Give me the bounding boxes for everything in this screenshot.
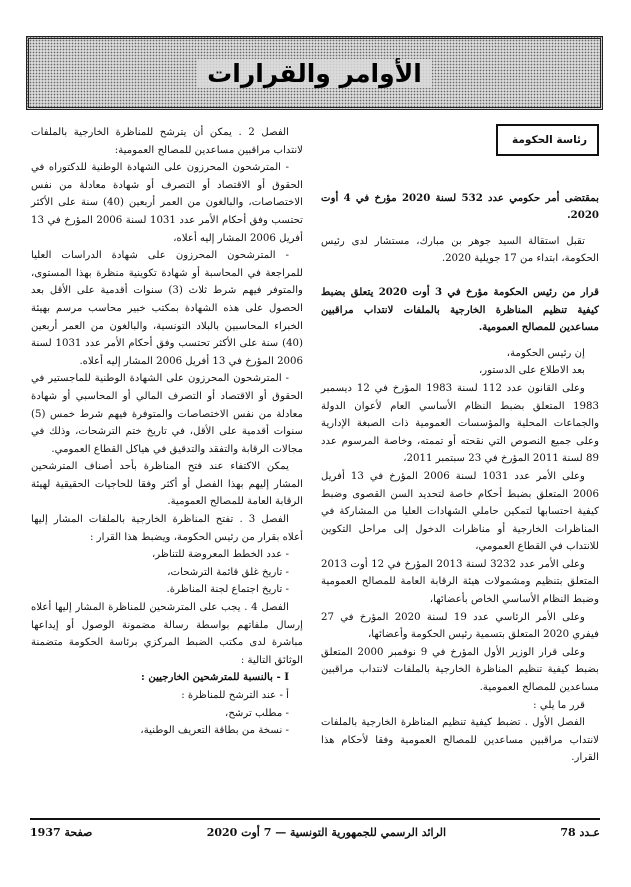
article-2-item: - المترشحون المحرزون على الشهادة الوطنية للدكتوراه في الحقوق أو الاقتصاد أو التصرف أو شهادة معادلة من نفس الاختصاصات، والبالغون من العمر أربعين (40) سنة على الأكثر تحتسب وفق أحكام الأمر عدد 1031 لسنة 2006 المؤرخ في 13 أفريل 2006 المشار إليه أعلاه،	[31, 162, 304, 244]
article-3-item: - عدد الخطط المعروضة للتناظر،	[151, 549, 289, 561]
article-2-note: يمكن الاكتفاء عند فتح المناظرة بأحد أصناف المترشحين المشار إليهم بهذا الفصل أو أكثر وفقا للحاجيات الحقيقية لهيئة الرقابة العامة للمصالح العمومية.	[31, 461, 303, 508]
section-banner	[26, 36, 603, 110]
article-2-item: - المترشحون المحرزون على الشهادة الوطنية للماجستير في الحقوق أو الاقتصاد أو التصرف المالي أو المحاسبي أو شهادة معادلة من نفس الاختصاصات والمتوفرة فيهم شرط خمس (5) سنوات أقدمية على الأقل، في تاريخ ختم الترشحات، وذلك في مجالات الرقابة والتفقد والتدقيق في هياكل القطاع العمومي.	[31, 373, 303, 455]
legal-reference: وعلى الأمر عدد 3232 لسنة 2013 المؤرخ في 12 أوت 2013 المتعلق بتنظيم ومشمولات هيئة الرقابة العامة للمصالح العمومية وضبط النظام الأساسي الخاص بأعضائها،	[321, 558, 599, 606]
article-3: الفصل 3 . تفتح المناظرة الخارجية بالملفات المشار إليها أعلاه بقرار من رئيس الحكومة، ويضبط هذا القرار :	[31, 514, 303, 543]
decree-text: تقبل استقالة السيد جوهر بن مبارك، مستشار لدى رئيس الحكومة، ابتداء من 17 جويلية 2020.	[321, 235, 599, 265]
section-label: رئاسة الحكومة	[496, 124, 599, 156]
journal-title: الرائد الرسمي للجمهورية التونسية — 7 أوت 2020	[206, 825, 447, 839]
article-1: الفصل الأول . تضبط كيفية تنظيم المناظرة الخارجية بالملفات لانتداب مراقبين مساعدين للمصالح العمومية وفقا لأحكام هذا القرار.	[321, 717, 599, 764]
decree-heading: بمقتضى أمر حكومي عدد 532 لسنة 2020 مؤرخ في 4 أوت 2020.	[321, 191, 599, 222]
article-2-item: - المترشحون المحرزون على شهادة الدراسات العليا للمراجعة في المحاسبة أو شهادة تكوينية منظرة بهذا المستوى، والمتوفر فيهم شرط ثلاث (3) سنوات أقدمية على الأقل بعد الحصول على هذه الشهادة بمكتب خبير محاسب مرسم بهيئة الخبراء المحاسبين بالبلاد التونسية، والبالغون من العمر أربعين (40) سنة على الأكثر تحتسب وفق أحكام الأمر عدد 1031 لسنة 2006 المؤرخ في 13 أفريل 2006 المشار إليه أعلاه.	[31, 250, 304, 367]
legal-reference: وعلى الأمر الرئاسي عدد 19 لسنة 2020 المؤرخ في 27 فيفري 2020 المتعلق بتسمية رئيس الحكومة وأعضائها،	[321, 611, 599, 641]
left-column	[31, 124, 303, 740]
decision-heading: قرار من رئيس الحكومة مؤرخ في 3 أوت 2020 يتعلق بضبط كيفية تنظيم المناظرة الخارجية بالملفات لانتداب مراقبين مساعدين للمصالح العمومية.	[321, 285, 600, 334]
article-2: الفصل 2 . يمكن أن يترشح للمناظرة الخارجية بالملفات لانتداب مراقبين مساعدين للمصالح العمومية:	[31, 127, 303, 156]
article-4: الفصل 4 . يجب على المترشحين للمناظرة المشار إليها أعلاه إرسال ملفاتهم بواسطة رسالة مضمونة الوصول أو إيداعها مباشرة لدى مكتب الضبط المركزي برئاسة الحكومة متضمنة الوثائق التالية :	[31, 602, 303, 666]
legal-reference: وعلى قرار الوزير الأول المؤرخ في 9 نوفمبر 2000 المتعلق بضبط كيفية تنظيم المناظرة الخارجية بالملفات لانتداب مراقبين مساعدين للمصالح العمومية.	[321, 646, 599, 694]
document-item: - نسخة من بطاقة التعريف الوطنية،	[140, 725, 289, 737]
legal-reference: وعلى الأمر عدد 1031 لسنة 2006 المؤرخ في 13 أفريل 2006 المتعلق بضبط أحكام خاصة لتحديد السن القصوى وضبط كيفية احتسابها لتمكين حاملي الشهادات العليا من المشاركة في المناظرات الخارجية أو مناظرات الدخول إلى مراحل التكوين للانتداب في القطاع العمومي،	[321, 470, 599, 553]
page-footer	[30, 822, 600, 842]
issuer: إن رئيس الحكومة،	[506, 347, 585, 359]
footer-rule	[30, 818, 600, 820]
legal-reference: وعلى القانون عدد 112 لسنة 1983 المؤرخ في 12 ديسمبر 1983 المتعلق بضبط النظام الأساسي العام لأعوان الدولة والجماعات المحلية والمؤسسات العمومية ذات الصبغة الإدارية وعلى جميع النصوص التي نقحته أو تممته، وخاصة المرسوم عدد 89 لسنة 2011 المؤرخ في 23 سبتمبر 2011،	[321, 382, 599, 465]
decides-text: قرر ما يلي :	[533, 699, 585, 711]
right-column	[321, 124, 599, 767]
issue-number: عـدد 78	[560, 825, 600, 839]
page-number: صفحة 1937	[30, 825, 93, 839]
article-3-item: - تاريخ غلق قائمة الترشحات،	[167, 566, 289, 578]
article-3-item: - تاريخ اجتماع لجنة المناظرة.	[166, 584, 289, 596]
document-item: - مطلب ترشح،	[225, 707, 289, 719]
sub-heading: أ - عند الترشح للمناظرة :	[181, 690, 289, 701]
section-heading: I - بالنسبة للمترشحين الخارجيين :	[141, 671, 289, 684]
constitution-ref: بعد الاطلاع على الدستور،	[478, 365, 585, 377]
banner-title: الأوامر والقرارات	[197, 59, 432, 88]
